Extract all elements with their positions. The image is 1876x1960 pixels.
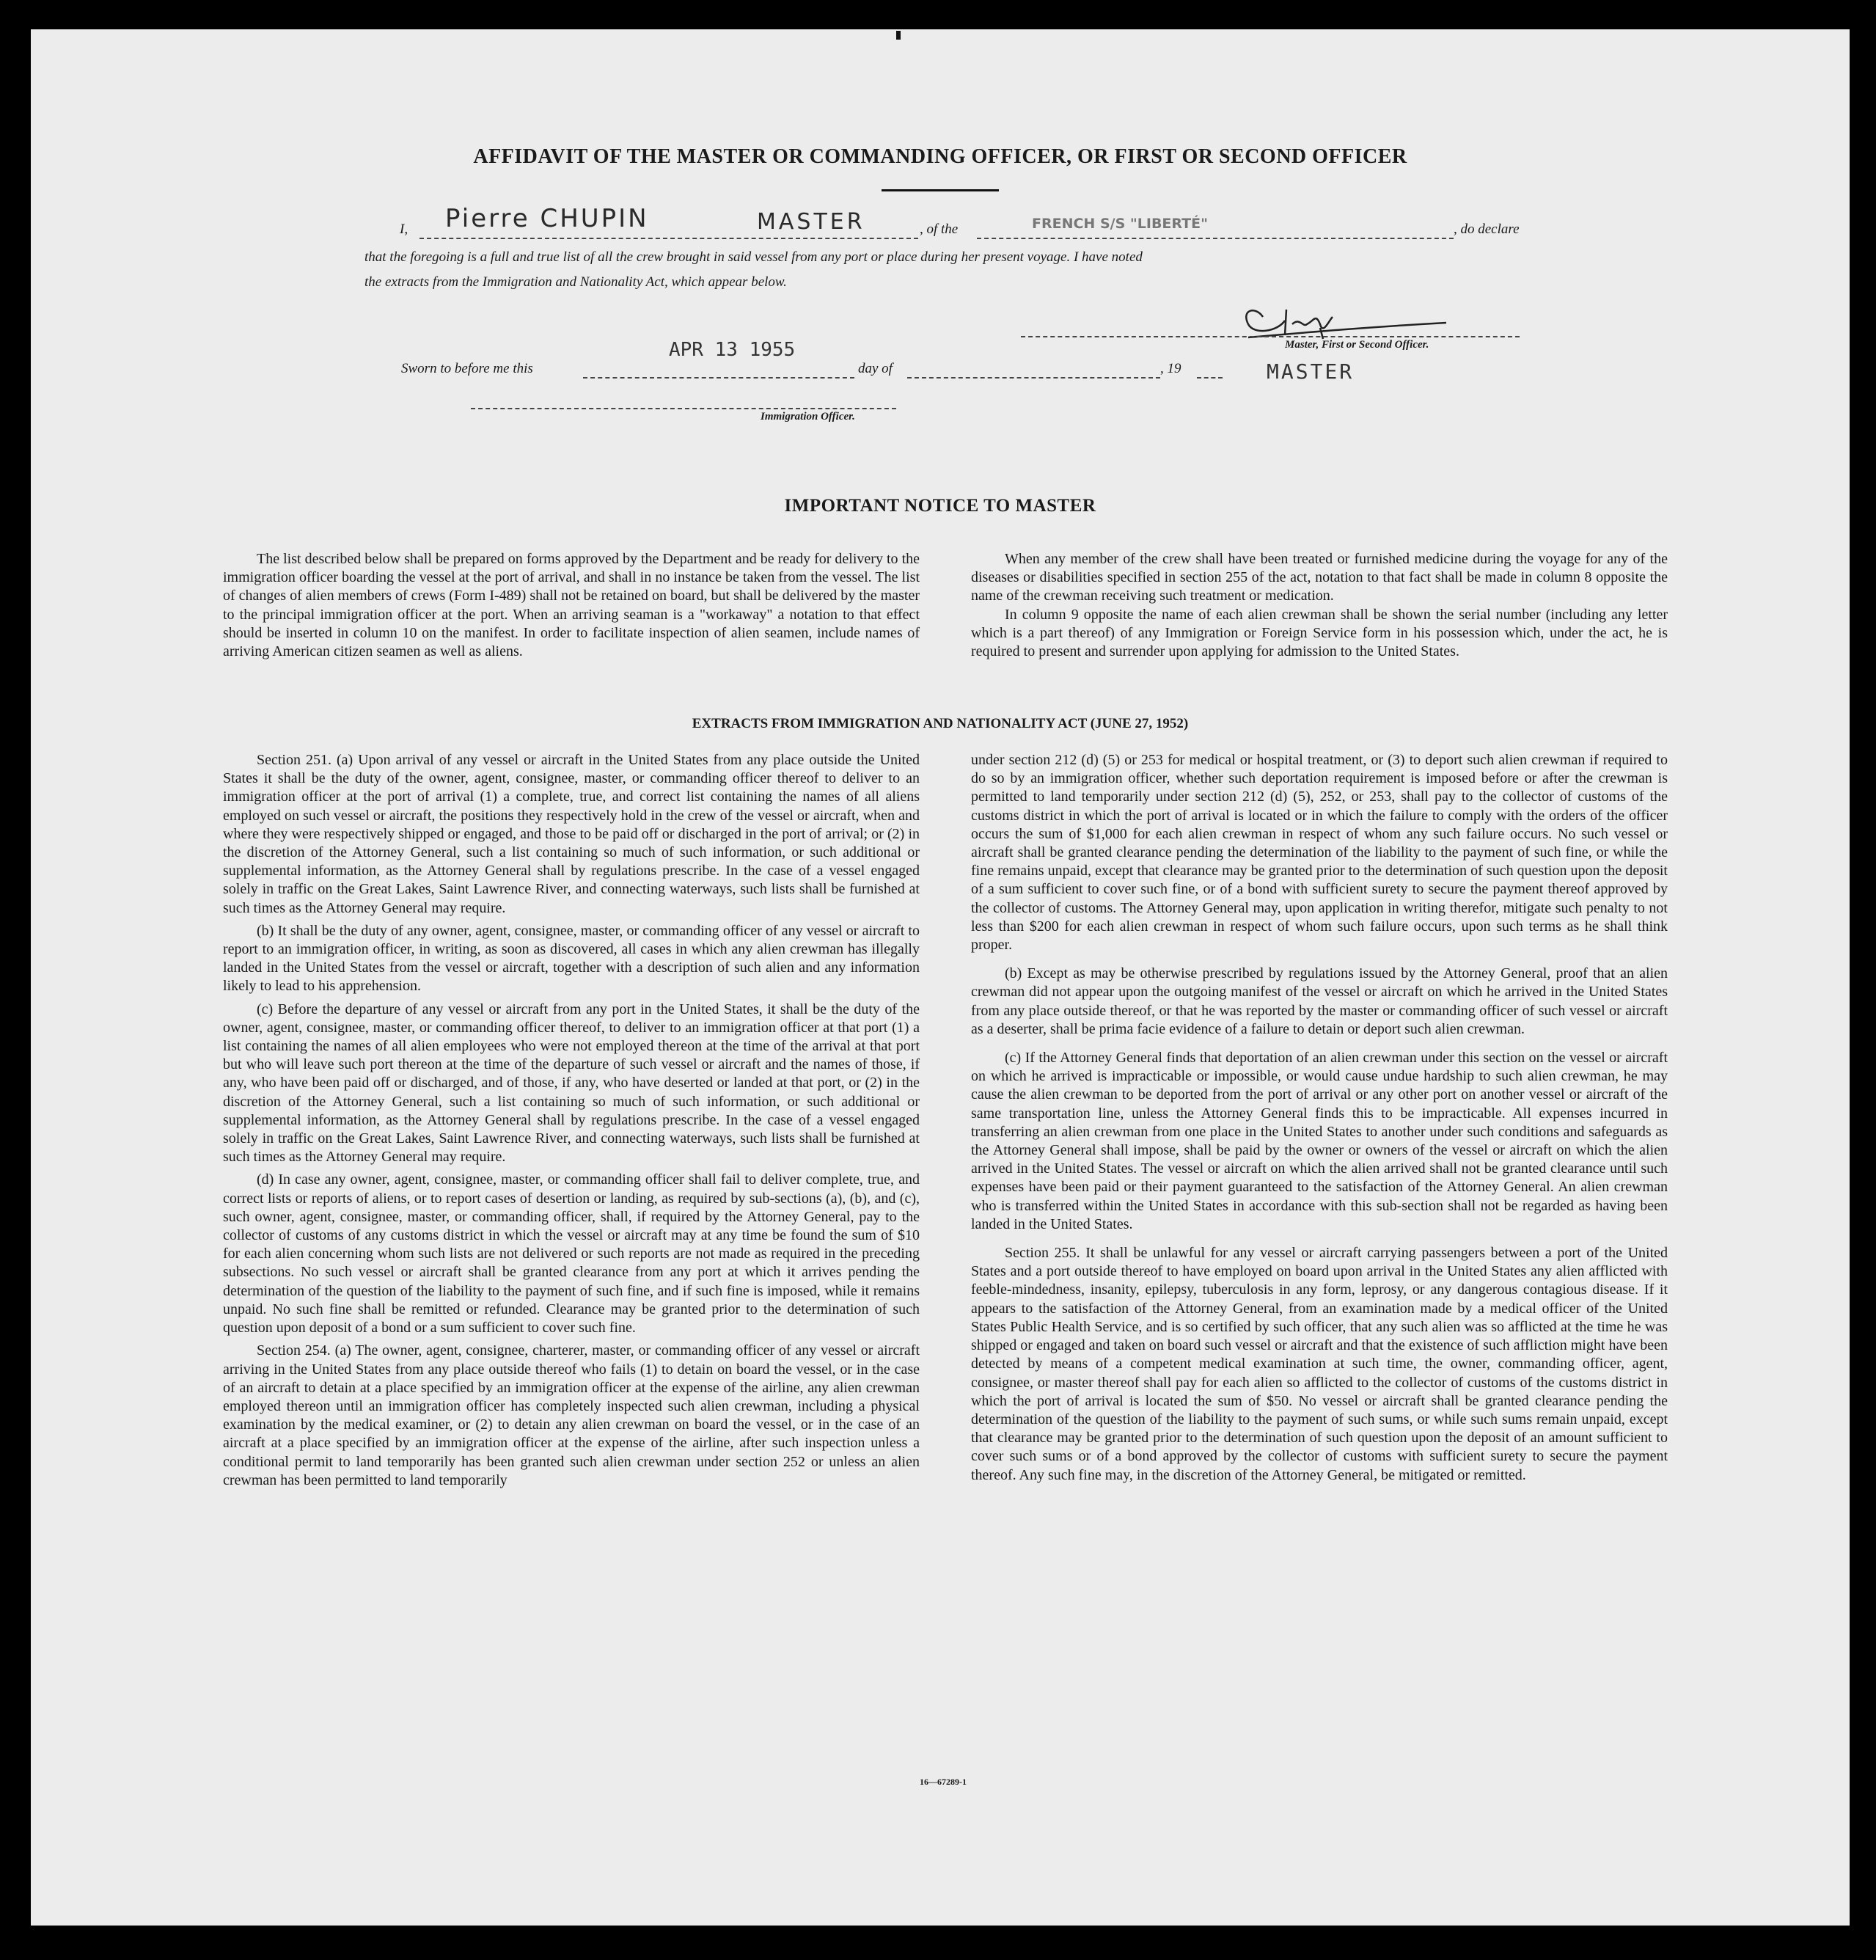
vessel-line [977, 238, 1454, 239]
sworn-date-stamp: APR 13 1955 [669, 339, 796, 361]
section-251b: (b) It shall be the duty of any owner, agent, consignee, master, or commanding officer of any vessel or aircraft to report to an immigration officer, in writing, as soon as discovered, all cases in which any alien crewman has illegally landed in the United States from the vessel or aircraft, together with a description of such alien and any information likely to lead to his apprehension. [223, 922, 920, 995]
notice-left-column [223, 550, 920, 661]
officer-caption: Immigration Officer. [761, 411, 855, 423]
i-label: I, [400, 222, 408, 237]
year-label: , 19 [1160, 361, 1181, 376]
vessel-name: FRENCH S/S "LIBERTÉ" [1032, 216, 1209, 232]
master-name: Pierre CHUPIN [445, 204, 649, 233]
name-line [419, 238, 918, 239]
form-number: 16—67289-1 [920, 1777, 967, 1787]
master-stamp: MASTER [1267, 359, 1355, 384]
do-declare-label: , do declare [1454, 222, 1520, 237]
section-254c: (c) If the Attorney General finds that deportation of an alien crewman under this section on the vessel or aircraft on which he arrived is impracticable or impossible, or would cause undue hardship to such alien crewman, he may cause the alien crewman to be deported from the port of arrival or any other port on another vessel or aircraft of the same transportation line, unless the Attorney General finds this to be impracticable. All expenses incurred in transferring an alien crewman from one place in the United States to another under such conditions and safeguards as the Attorney General shall impose, shall be paid by the owner or owners of the vessel or aircraft on which the alien arrived in the United States. The vessel or aircraft on which the alien arrived shall not be granted clearance until such expenses have been paid or their payment guaranteed to the satisfaction of the Attorney General. An alien crewman who is transferred within the United States in accordance with this sub-section shall not be regarded as having been landed in the United States. [971, 1050, 1668, 1232]
declaration-line-1: that the foregoing is a full and true list of all the crew brought in said vessel from any port or place during her present voyage. I have noted [364, 249, 1143, 265]
declaration-line-2: the extracts from the Immigration and Nationality Act, which appear below. [364, 274, 787, 290]
extracts-right-column [971, 751, 1668, 1489]
officer-line [471, 408, 896, 409]
year-line [1197, 377, 1223, 379]
extracts-left-column [223, 751, 920, 1494]
sworn-label: Sworn to before me this [401, 361, 533, 376]
document-page [31, 29, 1850, 1926]
affidavit-title: AFFIDAVIT OF THE MASTER OR COMMANDING OFFICER, OR FIRST OR SECOND OFFICER [473, 145, 1407, 168]
signature-caption: Master, First or Second Officer. [1285, 339, 1429, 351]
notice-right-paragraph-1: When any member of the crew shall have been treated or furnished medicine during the voyage for any of the diseases or disabilities specified in section 255 of the act, notation to that fact shall be made in column 8 opposite the name of the crewman receiving such treatment or medication. [971, 551, 1668, 604]
section-251c: (c) Before the departure of any vessel or aircraft from any port in the United States, it shall be the duty of the owner, agent, consignee, master, or commanding officer thereof, to deliver to an immigration officer at that port (1) a list containing the names of all alien employees who were not employed thereon at the time of the arrival at that port but who will leave such port thereon at the time of the departure of such vessel or aircraft and the names of those, if any, who have been paid off or discharged, and of those, if any, who have deserted or landed at that port, or (2) in the discretion of the Attorney General, such a list containing so much of such information, or such additional or supplemental information, as the Attorney General shall by regulations prescribe. In the case of a vessel engaged solely in traffic on the Great Lakes, Saint Lawrence River, and connecting waterways, such lists shall be furnished at such times as the Attorney General may require. [223, 1001, 920, 1166]
scan-mark [896, 31, 901, 40]
notice-title: IMPORTANT NOTICE TO MASTER [784, 496, 1096, 516]
section-254a: Section 254. (a) The owner, agent, consignee, charterer, master, or commanding officer of any vessel or aircraft arriving in the United States from any place outside thereof who fails (1) to detain on board the vessel, or in the case of an aircraft to detain at a place specified by an immigration officer at the expense of the airline, any alien crewman employed thereon until an immigration officer has completely inspected such alien crewman, including a physical examination by the medical examiner, or (2) to detain any alien crewman on board the vessel, or in the case of an aircraft at a place specified by an immigration officer at the expense of the airline, after such inspection unless a conditional permit to land temporarily has been granted such alien crewman under section 252 or unless an alien crewman has been permitted to land temporarily [223, 1342, 920, 1488]
master-rank: MASTER [757, 209, 865, 235]
title-rule [882, 189, 999, 191]
signature-line [1021, 336, 1520, 337]
month-line [907, 377, 1160, 379]
notice-right-column [971, 550, 1668, 661]
section-254a-continued: under section 212 (d) (5) or 253 for medical or hospital treatment, or (3) to deport such alien crewman if required to do so by an immigration officer, whether such deportation requirement is imposed before or after the crewman is permitted to land temporarily under section 212 (d) (5), 252, or 253, shall pay to the collector of customs of the customs district in which the port of arrival is located or in which the failure to comply with the orders of the officer occurs the sum of $1,000 for each alien crewman in respect of whom any such failure occurs. No such vessel or aircraft shall be granted clearance pending the determination of the liability to the payment of such fine, or while the fine remains unpaid, except that clearance may be granted prior to the determination of such question upon the deposit of a sum sufficient to cover such fine, or of a bond with sufficient surety to secure the payment thereof approved by the collector of customs. The Attorney General may, upon application in writing therefor, mitigate such penalty to not less than $200 for each alien crewman in respect of whom such failure occurs, upon such terms as he shall think proper. [971, 752, 1668, 954]
day-of-label: day of [858, 361, 893, 376]
sworn-date-line [583, 377, 854, 379]
section-254b: (b) Except as may be otherwise prescribed by regulations issued by the Attorney General, proof that an alien crewman did not appear upon the outgoing manifest of the vessel or aircraft on which he arrived in the United States from any place outside thereof, or that he was reported by the master or commanding officer of such vessel or aircraft as a deserter, shall be prima facie evidence of a failure to detain or deport such alien crewman. [971, 965, 1668, 1037]
section-255: Section 255. It shall be unlawful for any vessel or aircraft carrying passengers between a port of the United States and a port outside thereof to have employed on board upon arrival in the United States any alien afflicted with feeble-mindedness, insanity, epilepsy, tuberculosis in any form, leprosy, or any dangerous contagious disease. If it appears to the satisfaction of the Attorney General, from an examination made by a medical officer of the United States Public Health Service, and is so certified by such officer, that any such alien was so afflicted at the time he was shipped or engaged and taken on board such vessel or aircraft and that the existence of such affliction might have been detected by means of a competent medical examination at such time, the owner, commanding officer, agent, consignee, or master thereof shall pay for each alien so afflicted to the collector of customs of the customs district in which the port of arrival is located the sum of $50. No vessel or aircraft shall be granted clearance pending the determination of the question of the liability to the payment of such sums, or while such sums remain unpaid, except that clearance may be granted prior to the determination of such question upon the deposit of an amount sufficient to cover such sums or of a bond approved by the collector of customs with sufficient surety to secure the payment thereof. Any such fine may, in the discretion of the Attorney General, be mitigated or remitted. [971, 1245, 1668, 1483]
section-251a: Section 251. (a) Upon arrival of any vessel or aircraft in the United States from any place outside the United States it shall be the duty of the owner, agent, consignee, master, or commanding officer thereof to deliver to an immigration officer at the port of arrival (1) a complete, true, and correct list containing the names of all aliens employed on such vessel or aircraft, the positions they respectively hold in the crew of the vessel or aircraft, when and where they were respectively shipped or engaged, and those to be paid off or discharged in the port of arrival; or (2) in the discretion of the Attorney General, such a list containing so much of such information, or such additional or supplemental information, as the Attorney General shall by regulations prescribe. In the case of a vessel engaged solely in traffic on the Great Lakes, Saint Lawrence River, and connecting waterways, such lists shall be furnished at such times as the Attorney General may require. [223, 752, 920, 916]
notice-left-paragraph: The list described below shall be prepared on forms approved by the Department and be ready for delivery to the immigration officer boarding the vessel at the port of arrival, and shall in no instance be taken from the vessel. The list of changes of alien members of crews (Form I-489) shall not be retained on board, but shall be delivered by the master to the principal immigration officer at the port. When an arriving seaman is a "workaway" a notation to that effect should be inserted in column 10 on the manifest. In order to facilitate inspection of alien seamen, include names of arriving American citizen seamen as well as aliens. [223, 551, 920, 660]
extracts-title: EXTRACTS FROM IMMIGRATION AND NATIONALITY ACT (JUNE 27, 1952) [692, 716, 1189, 731]
of-the-label: , of the [920, 222, 959, 237]
section-251d: (d) In case any owner, agent, consignee, master, or commanding officer shall fail to deliver complete, true, and correct lists or reports of aliens, or to report cases of desertion or landing, as required by sub-sections (a), (b), and (c), such owner, agent, consignee, master, or commanding officer, shall, if required by the Attorney General, pay to the collector of customs of any customs district in which the vessel or aircraft may at any time be found the sum of $10 for each alien concerning whom such lists are not delivered or such reports are not made as required in the preceding subsections. No such vessel or aircraft shall be granted clearance from any port at which it arrives pending the determination of the question of the liability to the payment of such fine, and if such fine is imposed, while it remains unpaid. No such fine shall be remitted or refunded. Clearance may be granted prior to the determination of such question upon deposit of a bond or a sum sufficient to cover such fine. [223, 1171, 920, 1336]
notice-right-paragraph-2: In column 9 opposite the name of each alien crewman shall be shown the serial number (including any letter which is a part thereof) of any Immigration or Foreign Service form in his possession which, under the act, he is required to present and surrender upon applying for admission to the United States. [971, 606, 1668, 660]
